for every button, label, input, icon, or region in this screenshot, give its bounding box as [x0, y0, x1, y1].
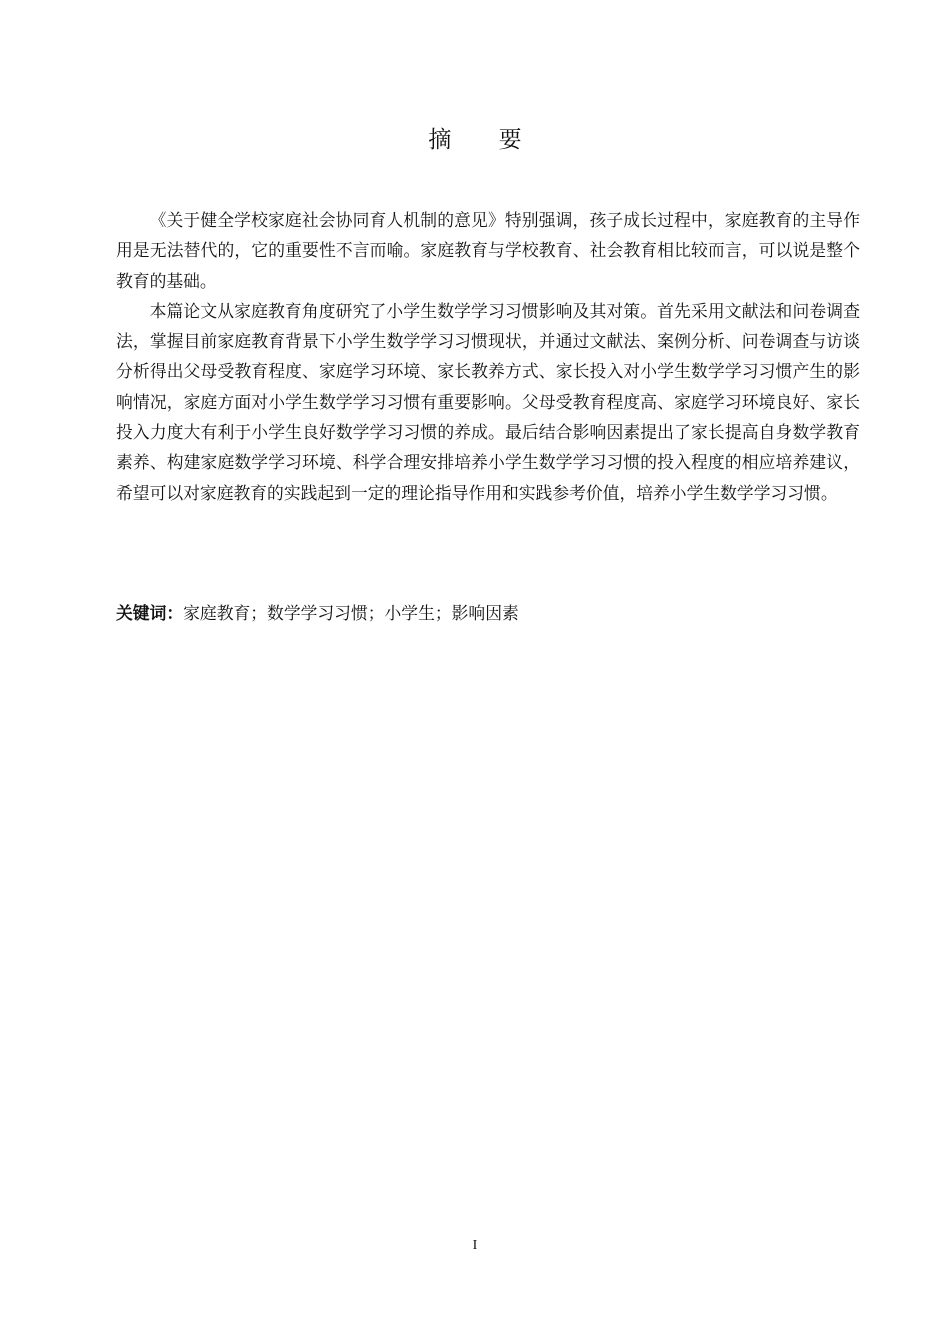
page-number: I: [472, 1238, 478, 1253]
abstract-body: [116, 205, 860, 508]
keywords-text: 家庭教育；数学学习习惯；小学生；影响因素: [183, 603, 519, 623]
keywords-line: [116, 598, 860, 628]
abstract-paragraph-2: 本篇论文从家庭教育角度研究了小学生数学学习习惯影响及其对策。首先采用文献法和问卷调查法，掌握目前家庭教育背景下小学生数学学习习惯现状，并通过文献法、案例分析、问卷调查与访谈分析得出父母受教育程度、家庭学习环境、家长教养方式、家长投入对小学生数学学习习惯产生的影响情况，家庭方面对小学生数学学习习惯有重要影响。父母受教育程度高、家庭学习环境良好、家长投入力度大有利于小学生良好数学学习习惯的养成。最后结合影响因素提出了家长提高自身数学教育素养、构建家庭数学学习环境、科学合理安排培养小学生数学学习习惯的投入程度的相应培养建议，希望可以对家庭教育的实践起到一定的理论指导作用和实践参考价值，培养小学生数学学习习惯。: [116, 300, 860, 503]
keywords-label: 关键词：: [116, 603, 184, 623]
abstract-title: 摘 要: [428, 127, 542, 153]
abstract-paragraph-1: 《关于健全学校家庭社会协同育人机制的意见》特别强调，孩子成长过程中，家庭教育的主导作用是无法替代的，它的重要性不言而喻。家庭教育与学校教育、社会教育相比较而言，可以说是整个教育的基础。: [116, 210, 860, 291]
